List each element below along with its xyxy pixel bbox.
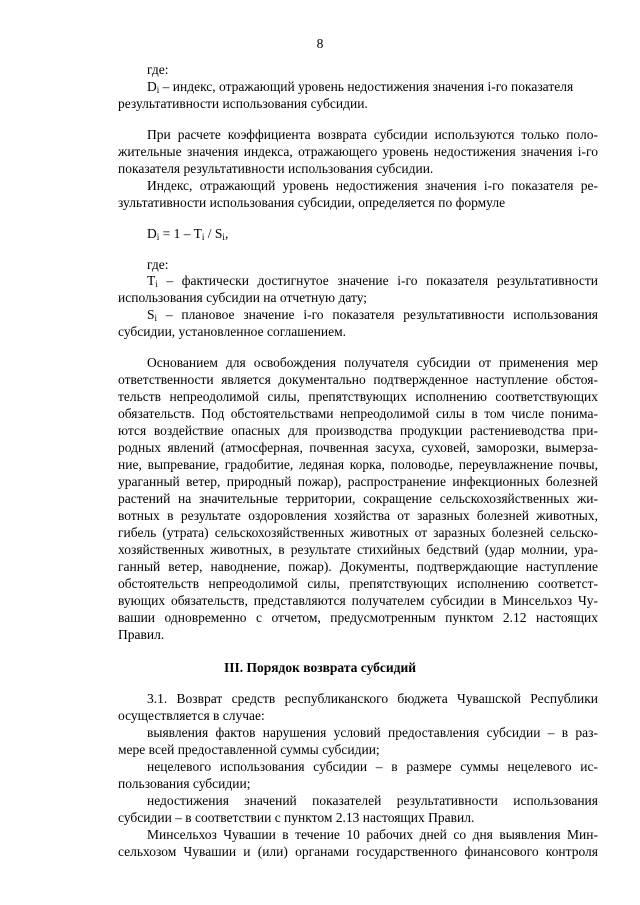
paragraph-line: ганный ветер, наводнение, пожар). Документы, подтверждающие наступление [118, 559, 598, 574]
formula-equals-t: = 1 – T [159, 226, 202, 241]
paragraph-line: Минсельхоз Чувашии в течение 10 рабочих дней со дня выявления Мин- [147, 827, 598, 842]
paragraph-line: выявления фактов нарушения условий предоставления субсидии – в раз- [147, 725, 598, 740]
definition-t-text: – фактически достигнутое значение i-го показателя результативности [157, 273, 598, 288]
paragraph-line: Основанием для освобождения получателя субсидии от применения мер [147, 355, 598, 370]
paragraph-line: осуществляется в случае: [118, 708, 265, 723]
formula-divide-s: / S [204, 226, 223, 241]
symbol-t-subscript: i [155, 279, 158, 289]
page-number: 8 [316, 36, 324, 51]
paragraph-line: вующих обязательств, представляются получателем субсидии в Минсельхоз Чу- [118, 593, 598, 608]
paragraph-line: вашии одновременно с отчетом, предусмотренным пунктом 2.12 настоящих [118, 610, 598, 625]
paragraph-line: родных явлений (атмосферная, почвенная засуха, суховей, заморозки, вымерза- [118, 440, 598, 455]
paragraph-line: субсидии – в соответствии с пунктом 2.13 настоящих Правил. [118, 810, 475, 825]
paragraph-line: хозяйственных животных, в результате стихийных бедствий (удар молнии, ура- [118, 542, 598, 557]
symbol-s: S [147, 307, 155, 322]
formula-d: D [147, 226, 157, 241]
symbol-d: D [147, 79, 157, 94]
paragraph-line: растений на значительные территории, сокращение сельскохозяйственных жи- [118, 491, 598, 506]
paragraph-line: показателя результативности использования субсидии. [118, 161, 434, 176]
formula-t-subscript: i [201, 232, 205, 242]
paragraph-line: мере всей предоставленной суммы субсидии; [118, 742, 380, 757]
symbol-s-subscript: i [154, 313, 158, 323]
paragraph-line: ются воздействие опасных для производства продукции растениеводства при- [118, 423, 598, 438]
symbol-t: T [147, 273, 156, 288]
formula [147, 226, 598, 242]
paragraph-line: ние, выпревание, градобитие, ледяная корка, половодье, переувлажнение почвы, [118, 457, 598, 472]
definition-d-text: – индекс, отражающий уровень недостижения значения i-го показателя [159, 79, 574, 94]
formula-d-subscript: i [156, 232, 160, 242]
definition-t-line2: использования субсидии на отчетную дату; [118, 290, 368, 305]
where-label: где: [147, 257, 169, 272]
formula-end: , [224, 226, 229, 241]
paragraph-line: При расчете коэффициента возврата субсидии используются только поло- [147, 127, 598, 142]
definition-s-line2: субсидии, установленное соглашением. [118, 324, 347, 339]
paragraph-line: 3.1. Возврат средств республиканского бюджета Чувашской Республики [147, 691, 598, 706]
paragraph-line: ураганный ветер, природный пожар), распространение инфекционных болезней [118, 474, 598, 489]
symbol-d-subscript: i [156, 85, 160, 95]
definition-t [147, 273, 598, 289]
definition-s-text: – плановое значение i-го показателя результативности использования [157, 307, 598, 322]
formula-s-subscript: i [222, 232, 225, 242]
paragraph-line: тельств непреодолимой силы, препятствующих исполнению соответствующих [118, 389, 598, 404]
paragraph-line: нецелевого использования субсидии – в размере суммы нецелевого ис- [147, 759, 598, 774]
definition-d [147, 79, 598, 95]
paragraph-line: зультативности использования субсидии, определяется по формуле [118, 195, 506, 210]
paragraph-line: обстоятельств непреодолимой силы, препятствующих исполнению соответст- [118, 576, 598, 591]
paragraph-line: Индекс, отражающий уровень недостижения значения i-го показателя ре- [147, 178, 598, 193]
paragraph-line: гибель (утрата) сельскохозяйственных животных от заразных болезней сельско- [118, 525, 598, 540]
where-label: где: [147, 62, 169, 77]
paragraph-line: недостижения значений показателей результативности использования [147, 793, 598, 808]
definition-s [147, 307, 598, 323]
definition-d-line2: результативности использования субсидии. [118, 96, 368, 111]
section-heading: III. Порядок возврата субсидий [223, 660, 417, 675]
paragraph-line: обязательств. Под обстоятельствами непреодолимой силы в том числе понима- [118, 406, 598, 421]
paragraph-line: сельхозом Чувашии и (или) органами государственного финансового контроля [118, 844, 598, 859]
paragraph-line: пользования субсидии; [118, 776, 251, 791]
paragraph-line: жительные значения индекса, отражающего уровень недостижения значения i-го [118, 144, 598, 159]
paragraph-line: ответственности является документально подтвержденное наступление обстоя- [118, 372, 598, 387]
paragraph-line: вотных в результате оздоровления хозяйства от заразных болезней животных, [118, 508, 598, 523]
paragraph-line: Правил. [118, 627, 165, 642]
